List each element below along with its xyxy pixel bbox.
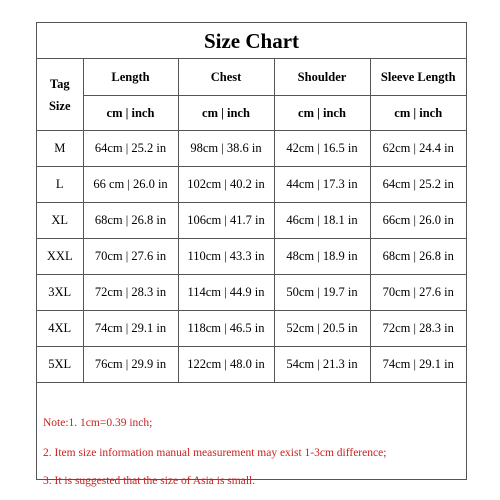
table-row	[37, 131, 466, 167]
sleeve-length-header: Sleeve Length	[370, 59, 466, 96]
sleeve-cell: 68cm | 26.8 in	[370, 239, 466, 275]
chest-cell: 98cm | 38.6 in	[178, 131, 274, 167]
unit-label: cm | inch	[370, 96, 466, 131]
table-row	[37, 311, 466, 347]
chest-cell: 114cm | 44.9 in	[178, 275, 274, 311]
table-row	[37, 347, 466, 383]
length-cell: 64cm | 25.2 in	[83, 131, 178, 167]
chest-cell: 122cm | 48.0 in	[178, 347, 274, 383]
unit-row	[37, 96, 466, 131]
table-row	[37, 275, 466, 311]
chest-cell: 102cm | 40.2 in	[178, 167, 274, 203]
sleeve-cell: 64cm | 25.2 in	[370, 167, 466, 203]
shoulder-cell: 54cm | 21.3 in	[274, 347, 370, 383]
chest-header: Chest	[178, 59, 274, 96]
tag-size-header	[37, 59, 83, 131]
table-row	[37, 239, 466, 275]
size-table	[37, 59, 466, 383]
length-header: Length	[83, 59, 178, 96]
shoulder-cell: 46cm | 18.1 in	[274, 203, 370, 239]
note-2: 2. Item size information manual measurement may exist 1-3cm difference;	[43, 447, 387, 459]
length-cell: 68cm | 26.8 in	[83, 203, 178, 239]
chest-cell: 110cm | 43.3 in	[178, 239, 274, 275]
note-3: 3. It is suggested that the size of Asia is small.	[43, 475, 256, 487]
size-tag: 5XL	[37, 347, 83, 383]
shoulder-cell: 44cm | 17.3 in	[274, 167, 370, 203]
size-tag: 4XL	[37, 311, 83, 347]
size-tag: L	[37, 167, 83, 203]
shoulder-cell: 42cm | 16.5 in	[274, 131, 370, 167]
shoulder-cell: 52cm | 20.5 in	[274, 311, 370, 347]
unit-label: cm | inch	[274, 96, 370, 131]
unit-label: cm | inch	[83, 96, 178, 131]
shoulder-cell: 48cm | 18.9 in	[274, 239, 370, 275]
size-tag: 3XL	[37, 275, 83, 311]
chart-title: Size Chart	[37, 23, 466, 59]
chest-cell: 106cm | 41.7 in	[178, 203, 274, 239]
chest-cell: 118cm | 46.5 in	[178, 311, 274, 347]
table-row	[37, 167, 466, 203]
note-1: Note:1. 1cm=0.39 inch;	[43, 417, 153, 429]
length-cell: 70cm | 27.6 in	[83, 239, 178, 275]
size-tag: M	[37, 131, 83, 167]
sleeve-cell: 72cm | 28.3 in	[370, 311, 466, 347]
sleeve-cell: 74cm | 29.1 in	[370, 347, 466, 383]
size-tag: XL	[37, 203, 83, 239]
length-cell: 74cm | 29.1 in	[83, 311, 178, 347]
size-chart	[36, 22, 467, 487]
sleeve-cell: 66cm | 26.0 in	[370, 203, 466, 239]
sleeve-cell: 62cm | 24.4 in	[370, 131, 466, 167]
size-label: Size	[48, 98, 71, 113]
unit-label: cm | inch	[178, 96, 274, 131]
length-cell: 76cm | 29.9 in	[83, 347, 178, 383]
table-row	[37, 203, 466, 239]
tag-label: Tag	[49, 76, 70, 91]
sleeve-cell: 70cm | 27.6 in	[370, 275, 466, 311]
shoulder-cell: 50cm | 19.7 in	[274, 275, 370, 311]
length-cell: 66 cm | 26.0 in	[83, 167, 178, 203]
header-row	[37, 59, 466, 96]
length-cell: 72cm | 28.3 in	[83, 275, 178, 311]
shoulder-header: Shoulder	[274, 59, 370, 96]
size-tag: XXL	[37, 239, 83, 275]
